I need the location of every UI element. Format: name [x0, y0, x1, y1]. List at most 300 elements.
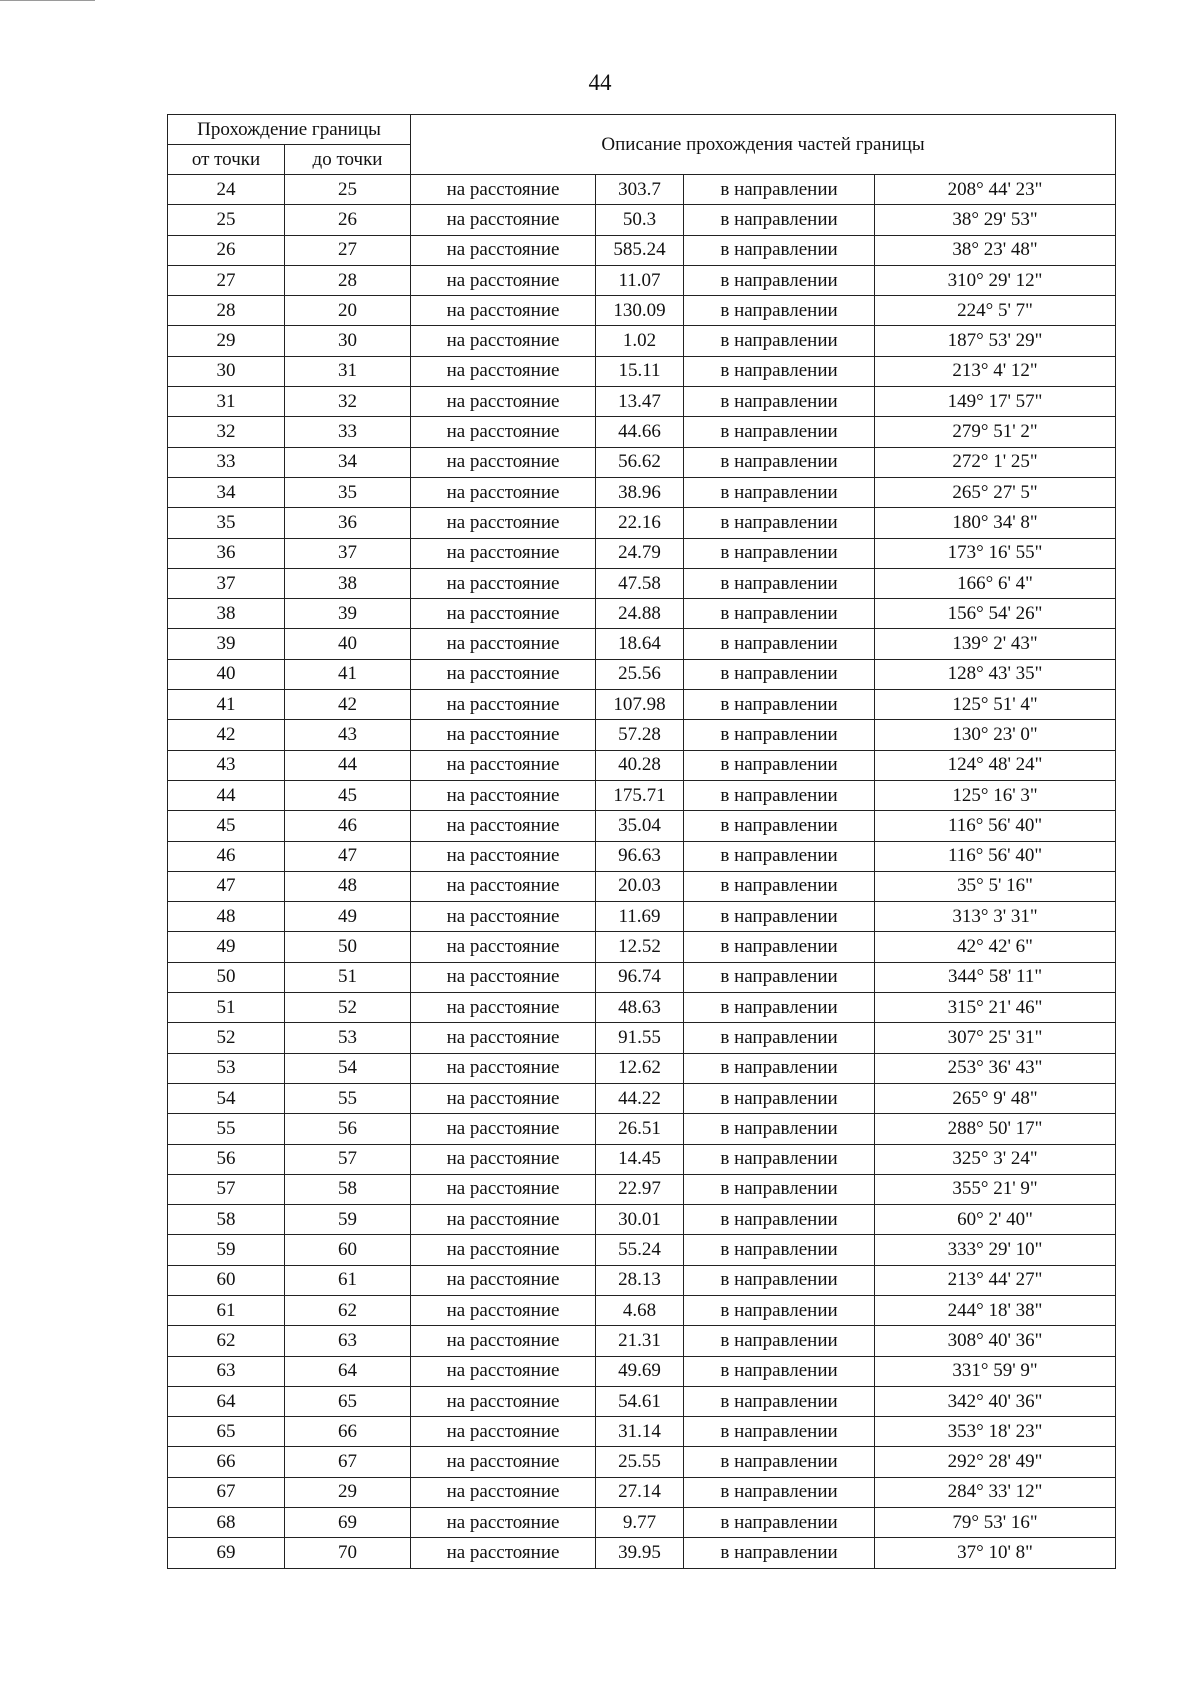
- distance-label-cell: на расстояние: [411, 417, 596, 447]
- bearing-cell: 272° 1' 25": [875, 447, 1116, 477]
- bearing-cell: 173° 16' 55": [875, 538, 1116, 568]
- to-point-cell: 60: [285, 1235, 411, 1265]
- direction-label-cell: в направлении: [684, 750, 875, 780]
- bearing-cell: 116° 56' 40": [875, 841, 1116, 871]
- distance-label-cell: на расстояние: [411, 205, 596, 235]
- distance-value-cell: 31.14: [596, 1417, 684, 1447]
- to-point-cell: 51: [285, 962, 411, 992]
- to-point-cell: 49: [285, 902, 411, 932]
- direction-label-cell: в направлении: [684, 1326, 875, 1356]
- direction-label-cell: в направлении: [684, 902, 875, 932]
- description-header: Описание прохождения частей границы: [411, 115, 1116, 175]
- table-row: [168, 599, 1116, 629]
- distance-value-cell: 56.62: [596, 447, 684, 477]
- bearing-cell: 344° 58' 11": [875, 962, 1116, 992]
- direction-label-cell: в направлении: [684, 1174, 875, 1204]
- distance-label-cell: на расстояние: [411, 326, 596, 356]
- bearing-cell: 139° 2' 43": [875, 629, 1116, 659]
- to-point-cell: 50: [285, 932, 411, 962]
- table-row: [168, 629, 1116, 659]
- bearing-cell: 244° 18' 38": [875, 1295, 1116, 1325]
- to-point-cell: 69: [285, 1508, 411, 1538]
- to-point-cell: 25: [285, 175, 411, 205]
- bearing-cell: 313° 3' 31": [875, 902, 1116, 932]
- bearing-cell: 130° 23' 0": [875, 720, 1116, 750]
- distance-value-cell: 18.64: [596, 629, 684, 659]
- from-point-cell: 32: [168, 417, 285, 447]
- table-row: [168, 1477, 1116, 1507]
- distance-value-cell: 57.28: [596, 720, 684, 750]
- distance-value-cell: 96.74: [596, 962, 684, 992]
- bearing-cell: 279° 51' 2": [875, 417, 1116, 447]
- boundary-table: [167, 114, 1116, 1569]
- direction-label-cell: в направлении: [684, 477, 875, 507]
- table-row: [168, 205, 1116, 235]
- from-point-cell: 53: [168, 1053, 285, 1083]
- distance-value-cell: 21.31: [596, 1326, 684, 1356]
- bearing-cell: 79° 53' 16": [875, 1508, 1116, 1538]
- bearing-cell: 128° 43' 35": [875, 659, 1116, 689]
- to-point-cell: 28: [285, 265, 411, 295]
- distance-label-cell: на расстояние: [411, 871, 596, 901]
- table-row: [168, 1144, 1116, 1174]
- direction-label-cell: в направлении: [684, 1508, 875, 1538]
- from-point-cell: 52: [168, 1023, 285, 1053]
- table-row: [168, 1053, 1116, 1083]
- table-row: [168, 1508, 1116, 1538]
- direction-label-cell: в направлении: [684, 326, 875, 356]
- from-point-cell: 65: [168, 1417, 285, 1447]
- direction-label-cell: в направлении: [684, 387, 875, 417]
- to-point-cell: 52: [285, 993, 411, 1023]
- bearing-cell: 166° 6' 4": [875, 568, 1116, 598]
- from-point-cell: 55: [168, 1114, 285, 1144]
- to-point-cell: 20: [285, 296, 411, 326]
- direction-label-cell: в направлении: [684, 720, 875, 750]
- to-point-cell: 29: [285, 1477, 411, 1507]
- table-row: [168, 1538, 1116, 1568]
- from-point-cell: 35: [168, 508, 285, 538]
- from-point-cell: 48: [168, 902, 285, 932]
- to-point-cell: 62: [285, 1295, 411, 1325]
- to-point-cell: 31: [285, 356, 411, 386]
- from-point-cell: 63: [168, 1356, 285, 1386]
- distance-label-cell: на расстояние: [411, 1174, 596, 1204]
- from-point-cell: 54: [168, 1083, 285, 1113]
- table-row: [168, 1023, 1116, 1053]
- from-point-cell: 66: [168, 1447, 285, 1477]
- direction-label-cell: в направлении: [684, 811, 875, 841]
- from-point-cell: 61: [168, 1295, 285, 1325]
- page-number: 44: [588, 70, 612, 95]
- distance-label-cell: на расстояние: [411, 811, 596, 841]
- distance-label-cell: на расстояние: [411, 1477, 596, 1507]
- direction-label-cell: в направлении: [684, 1386, 875, 1416]
- direction-label-cell: в направлении: [684, 568, 875, 598]
- distance-value-cell: 130.09: [596, 296, 684, 326]
- to-point-cell: 55: [285, 1083, 411, 1113]
- to-point-cell: 67: [285, 1447, 411, 1477]
- table-row: [168, 356, 1116, 386]
- distance-label-cell: на расстояние: [411, 629, 596, 659]
- distance-label-cell: на расстояние: [411, 1538, 596, 1568]
- table-row: [168, 750, 1116, 780]
- table-body: [168, 175, 1116, 1569]
- direction-label-cell: в направлении: [684, 175, 875, 205]
- distance-label-cell: на расстояние: [411, 1356, 596, 1386]
- from-point-cell: 60: [168, 1265, 285, 1295]
- from-point-cell: 67: [168, 1477, 285, 1507]
- distance-value-cell: 14.45: [596, 1144, 684, 1174]
- to-point-cell: 53: [285, 1023, 411, 1053]
- distance-label-cell: на расстояние: [411, 356, 596, 386]
- from-point-cell: 62: [168, 1326, 285, 1356]
- distance-label-cell: на расстояние: [411, 750, 596, 780]
- to-point-cell: 65: [285, 1386, 411, 1416]
- distance-label-cell: на расстояние: [411, 659, 596, 689]
- from-point-cell: 56: [168, 1144, 285, 1174]
- distance-value-cell: 48.63: [596, 993, 684, 1023]
- distance-value-cell: 47.58: [596, 568, 684, 598]
- table-row: [168, 811, 1116, 841]
- table-row: [168, 659, 1116, 689]
- distance-label-cell: на расстояние: [411, 1144, 596, 1174]
- from-point-cell: 39: [168, 629, 285, 659]
- direction-label-cell: в направлении: [684, 1053, 875, 1083]
- direction-label-cell: в направлении: [684, 932, 875, 962]
- distance-value-cell: 25.55: [596, 1447, 684, 1477]
- to-point-cell: 27: [285, 235, 411, 265]
- direction-label-cell: в направлении: [684, 599, 875, 629]
- from-point-cell: 49: [168, 932, 285, 962]
- to-point-cell: 37: [285, 538, 411, 568]
- bearing-cell: 213° 4' 12": [875, 356, 1116, 386]
- direction-label-cell: в направлении: [684, 1356, 875, 1386]
- bearing-cell: 125° 16' 3": [875, 780, 1116, 810]
- direction-label-cell: в направлении: [684, 1447, 875, 1477]
- distance-value-cell: 15.11: [596, 356, 684, 386]
- distance-label-cell: на расстояние: [411, 1386, 596, 1416]
- bearing-cell: 116° 56' 40": [875, 811, 1116, 841]
- bearing-cell: 331° 59' 9": [875, 1356, 1116, 1386]
- bearing-cell: 308° 40' 36": [875, 1326, 1116, 1356]
- distance-value-cell: 11.69: [596, 902, 684, 932]
- distance-value-cell: 54.61: [596, 1386, 684, 1416]
- bearing-cell: 125° 51' 4": [875, 690, 1116, 720]
- to-point-cell: 26: [285, 205, 411, 235]
- table-row: [168, 780, 1116, 810]
- from-point-cell: 36: [168, 538, 285, 568]
- bearing-cell: 213° 44' 27": [875, 1265, 1116, 1295]
- distance-label-cell: на расстояние: [411, 175, 596, 205]
- table-row: [168, 1235, 1116, 1265]
- table-row: [168, 720, 1116, 750]
- bearing-cell: 310° 29' 12": [875, 265, 1116, 295]
- distance-label-cell: на расстояние: [411, 296, 596, 326]
- to-point-cell: 35: [285, 477, 411, 507]
- from-point-cell: 24: [168, 175, 285, 205]
- table-row: [168, 477, 1116, 507]
- distance-value-cell: 24.88: [596, 599, 684, 629]
- distance-value-cell: 13.47: [596, 387, 684, 417]
- bearing-cell: 38° 23' 48": [875, 235, 1116, 265]
- direction-label-cell: в направлении: [684, 690, 875, 720]
- to-point-cell: 59: [285, 1205, 411, 1235]
- distance-value-cell: 39.95: [596, 1538, 684, 1568]
- table-row: [168, 1356, 1116, 1386]
- table-row: [168, 1083, 1116, 1113]
- bearing-cell: 60° 2' 40": [875, 1205, 1116, 1235]
- from-point-cell: 33: [168, 447, 285, 477]
- from-point-cell: 31: [168, 387, 285, 417]
- direction-label-cell: в направлении: [684, 1205, 875, 1235]
- distance-label-cell: на расстояние: [411, 1326, 596, 1356]
- bearing-cell: 342° 40' 36": [875, 1386, 1116, 1416]
- table-row: [168, 1447, 1116, 1477]
- from-point-cell: 45: [168, 811, 285, 841]
- to-point-cell: 30: [285, 326, 411, 356]
- distance-value-cell: 55.24: [596, 1235, 684, 1265]
- distance-label-cell: на расстояние: [411, 387, 596, 417]
- distance-label-cell: на расстояние: [411, 1205, 596, 1235]
- direction-label-cell: в направлении: [684, 508, 875, 538]
- distance-value-cell: 107.98: [596, 690, 684, 720]
- distance-label-cell: на расстояние: [411, 508, 596, 538]
- distance-value-cell: 25.56: [596, 659, 684, 689]
- to-point-cell: 40: [285, 629, 411, 659]
- distance-label-cell: на расстояние: [411, 690, 596, 720]
- table-row: [168, 265, 1116, 295]
- distance-label-cell: на расстояние: [411, 1265, 596, 1295]
- direction-label-cell: в направлении: [684, 1114, 875, 1144]
- bearing-cell: 180° 34' 8": [875, 508, 1116, 538]
- from-point-cell: 25: [168, 205, 285, 235]
- distance-value-cell: 12.52: [596, 932, 684, 962]
- distance-label-cell: на расстояние: [411, 477, 596, 507]
- distance-value-cell: 30.01: [596, 1205, 684, 1235]
- direction-label-cell: в направлении: [684, 205, 875, 235]
- distance-label-cell: на расстояние: [411, 780, 596, 810]
- distance-label-cell: на расстояние: [411, 1083, 596, 1113]
- table-row: [168, 235, 1116, 265]
- table-row: [168, 1386, 1116, 1416]
- direction-label-cell: в направлении: [684, 993, 875, 1023]
- to-point-cell: 38: [285, 568, 411, 598]
- distance-value-cell: 91.55: [596, 1023, 684, 1053]
- table-row: [168, 1265, 1116, 1295]
- distance-label-cell: на расстояние: [411, 599, 596, 629]
- direction-label-cell: в направлении: [684, 780, 875, 810]
- direction-label-cell: в направлении: [684, 1265, 875, 1295]
- table-row: [168, 902, 1116, 932]
- bearing-cell: 156° 54' 26": [875, 599, 1116, 629]
- distance-value-cell: 303.7: [596, 175, 684, 205]
- distance-value-cell: 44.22: [596, 1083, 684, 1113]
- direction-label-cell: в направлении: [684, 1477, 875, 1507]
- to-point-cell: 33: [285, 417, 411, 447]
- from-point-cell: 44: [168, 780, 285, 810]
- table-row: [168, 447, 1116, 477]
- distance-value-cell: 28.13: [596, 1265, 684, 1295]
- table-row: [168, 993, 1116, 1023]
- to-point-cell: 48: [285, 871, 411, 901]
- bearing-cell: 124° 48' 24": [875, 750, 1116, 780]
- from-point-cell: 47: [168, 871, 285, 901]
- to-point-cell: 47: [285, 841, 411, 871]
- from-point-cell: 40: [168, 659, 285, 689]
- distance-value-cell: 40.28: [596, 750, 684, 780]
- to-point-cell: 45: [285, 780, 411, 810]
- distance-label-cell: на расстояние: [411, 841, 596, 871]
- distance-value-cell: 11.07: [596, 265, 684, 295]
- table-row: [168, 1295, 1116, 1325]
- direction-label-cell: в направлении: [684, 447, 875, 477]
- distance-value-cell: 585.24: [596, 235, 684, 265]
- from-point-cell: 27: [168, 265, 285, 295]
- from-point-cell: 43: [168, 750, 285, 780]
- direction-label-cell: в направлении: [684, 962, 875, 992]
- bearing-cell: 265° 27' 5": [875, 477, 1116, 507]
- table-row: [168, 1417, 1116, 1447]
- table-row: [168, 1205, 1116, 1235]
- bearing-cell: 35° 5' 16": [875, 871, 1116, 901]
- table-row: [168, 568, 1116, 598]
- from-point-cell: 42: [168, 720, 285, 750]
- direction-label-cell: в направлении: [684, 1235, 875, 1265]
- to-point-cell: 32: [285, 387, 411, 417]
- to-point-cell: 64: [285, 1356, 411, 1386]
- distance-label-cell: на расстояние: [411, 993, 596, 1023]
- distance-label-cell: на расстояние: [411, 235, 596, 265]
- from-point-header: от точки: [168, 145, 285, 175]
- distance-value-cell: 175.71: [596, 780, 684, 810]
- from-point-cell: 69: [168, 1538, 285, 1568]
- distance-value-cell: 9.77: [596, 1508, 684, 1538]
- bearing-cell: 284° 33' 12": [875, 1477, 1116, 1507]
- distance-label-cell: на расстояние: [411, 1417, 596, 1447]
- distance-label-cell: на расстояние: [411, 1295, 596, 1325]
- bearing-cell: 315° 21' 46": [875, 993, 1116, 1023]
- to-point-cell: 63: [285, 1326, 411, 1356]
- from-point-cell: 41: [168, 690, 285, 720]
- direction-label-cell: в направлении: [684, 1144, 875, 1174]
- direction-label-cell: в направлении: [684, 1295, 875, 1325]
- distance-label-cell: на расстояние: [411, 1053, 596, 1083]
- to-point-cell: 61: [285, 1265, 411, 1295]
- to-point-cell: 54: [285, 1053, 411, 1083]
- to-point-header: до точки: [285, 145, 411, 175]
- table-row: [168, 841, 1116, 871]
- bearing-cell: 288° 50' 17": [875, 1114, 1116, 1144]
- bearing-cell: 37° 10' 8": [875, 1538, 1116, 1568]
- distance-label-cell: на расстояние: [411, 1447, 596, 1477]
- direction-label-cell: в направлении: [684, 417, 875, 447]
- direction-label-cell: в направлении: [684, 1538, 875, 1568]
- distance-value-cell: 20.03: [596, 871, 684, 901]
- distance-value-cell: 38.96: [596, 477, 684, 507]
- to-point-cell: 34: [285, 447, 411, 477]
- table-row: [168, 690, 1116, 720]
- bearing-cell: 187° 53' 29": [875, 326, 1116, 356]
- distance-label-cell: на расстояние: [411, 902, 596, 932]
- table-row: [168, 175, 1116, 205]
- scan-edge-line: [0, 0, 95, 1]
- direction-label-cell: в направлении: [684, 871, 875, 901]
- bearing-cell: 224° 5' 7": [875, 296, 1116, 326]
- direction-label-cell: в направлении: [684, 538, 875, 568]
- distance-label-cell: на расстояние: [411, 538, 596, 568]
- from-point-cell: 37: [168, 568, 285, 598]
- to-point-cell: 43: [285, 720, 411, 750]
- to-point-cell: 44: [285, 750, 411, 780]
- from-point-cell: 64: [168, 1386, 285, 1416]
- table-row: [168, 962, 1116, 992]
- from-point-cell: 50: [168, 962, 285, 992]
- to-point-cell: 57: [285, 1144, 411, 1174]
- table-row: [168, 417, 1116, 447]
- distance-value-cell: 4.68: [596, 1295, 684, 1325]
- distance-value-cell: 50.3: [596, 205, 684, 235]
- from-point-cell: 57: [168, 1174, 285, 1204]
- from-point-cell: 38: [168, 599, 285, 629]
- from-point-cell: 34: [168, 477, 285, 507]
- table-row: [168, 871, 1116, 901]
- distance-value-cell: 12.62: [596, 1053, 684, 1083]
- to-point-cell: 36: [285, 508, 411, 538]
- to-point-cell: 58: [285, 1174, 411, 1204]
- distance-value-cell: 24.79: [596, 538, 684, 568]
- distance-value-cell: 26.51: [596, 1114, 684, 1144]
- bearing-cell: 265° 9' 48": [875, 1083, 1116, 1113]
- to-point-cell: 39: [285, 599, 411, 629]
- from-point-cell: 58: [168, 1205, 285, 1235]
- direction-label-cell: в направлении: [684, 1023, 875, 1053]
- bearing-cell: 253° 36' 43": [875, 1053, 1116, 1083]
- table-row: [168, 538, 1116, 568]
- distance-value-cell: 1.02: [596, 326, 684, 356]
- direction-label-cell: в направлении: [684, 1417, 875, 1447]
- distance-label-cell: на расстояние: [411, 962, 596, 992]
- bearing-cell: 307° 25' 31": [875, 1023, 1116, 1053]
- distance-value-cell: 27.14: [596, 1477, 684, 1507]
- bearing-cell: 208° 44' 23": [875, 175, 1116, 205]
- direction-label-cell: в направлении: [684, 356, 875, 386]
- table-row: [168, 1326, 1116, 1356]
- bearing-cell: 333° 29' 10": [875, 1235, 1116, 1265]
- to-point-cell: 41: [285, 659, 411, 689]
- table-row: [168, 1174, 1116, 1204]
- distance-label-cell: на расстояние: [411, 932, 596, 962]
- distance-label-cell: на расстояние: [411, 1508, 596, 1538]
- table-row: [168, 508, 1116, 538]
- from-point-cell: 51: [168, 993, 285, 1023]
- from-point-cell: 46: [168, 841, 285, 871]
- from-point-cell: 59: [168, 1235, 285, 1265]
- distance-value-cell: 22.97: [596, 1174, 684, 1204]
- from-point-cell: 30: [168, 356, 285, 386]
- bearing-cell: 42° 42' 6": [875, 932, 1116, 962]
- distance-label-cell: на расстояние: [411, 447, 596, 477]
- to-point-cell: 70: [285, 1538, 411, 1568]
- to-point-cell: 42: [285, 690, 411, 720]
- from-point-cell: 26: [168, 235, 285, 265]
- distance-label-cell: на расстояние: [411, 1023, 596, 1053]
- direction-label-cell: в направлении: [684, 841, 875, 871]
- passage-header: Прохождение границы: [168, 115, 411, 145]
- direction-label-cell: в направлении: [684, 629, 875, 659]
- bearing-cell: 355° 21' 9": [875, 1174, 1116, 1204]
- table-row: [168, 326, 1116, 356]
